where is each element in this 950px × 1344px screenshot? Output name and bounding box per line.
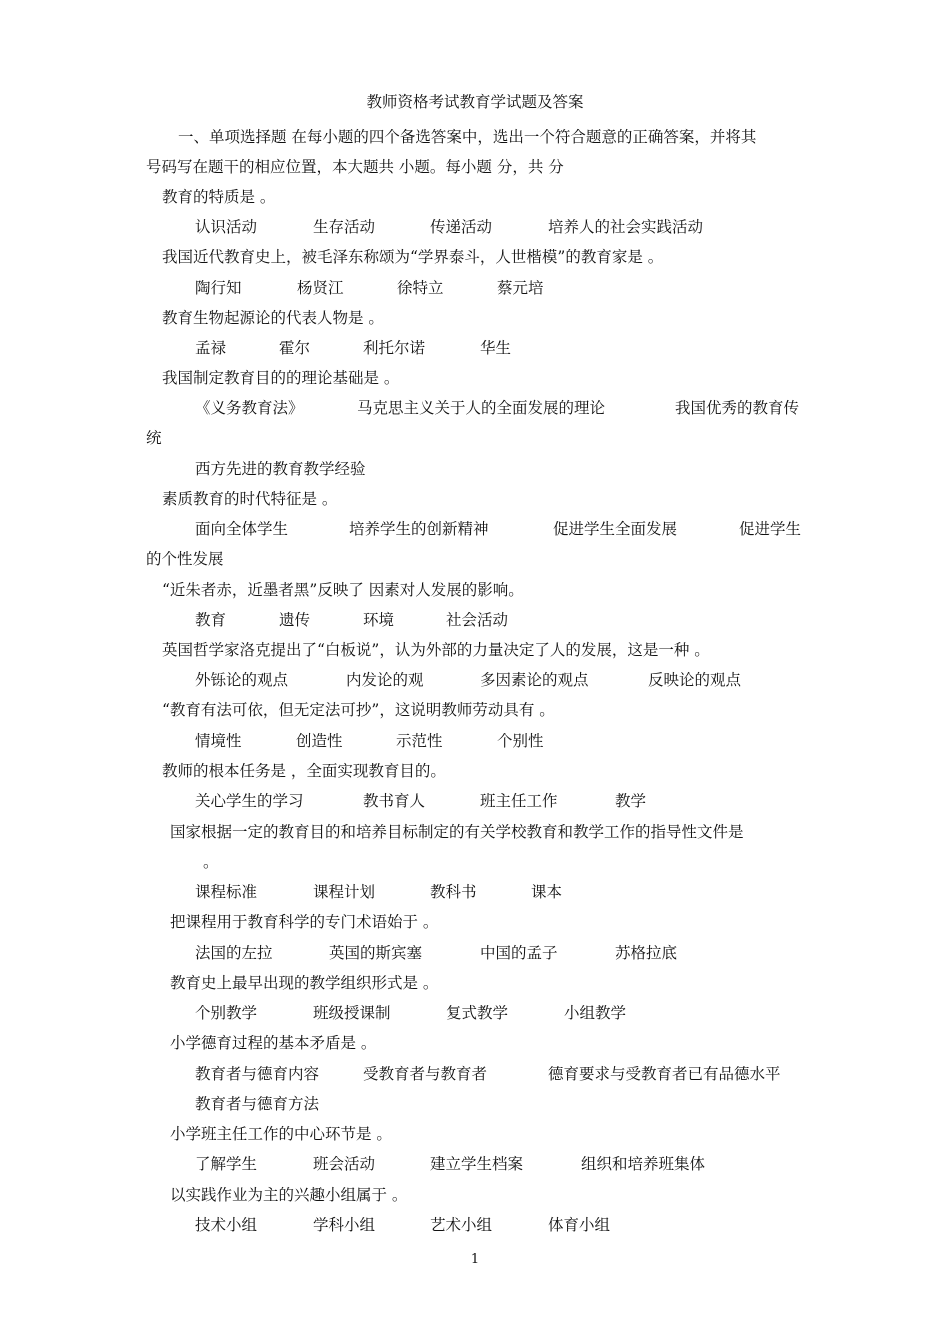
page-number: 1 [470, 1252, 480, 1267]
question-stem: “教育有法可依，但无定法可抄”，这说明教师劳动具有 。 [162, 701, 555, 719]
option-b: 班级授课制 [313, 1004, 391, 1022]
option-a: 教育者与德育内容 [195, 1065, 320, 1083]
question-stem: 小学德育过程的基本矛盾是 。 [170, 1034, 377, 1052]
option-d: 华生 [480, 339, 512, 357]
option-c: 我国优秀的教育传 [675, 399, 800, 417]
option-a: 个别教学 [195, 1004, 258, 1022]
question-stem: 把课程用于教育科学的专门术语始于 。 [170, 913, 439, 931]
option-d: 课本 [531, 883, 563, 901]
question-stem: 我国制定教育目的的理论基础是 。 [162, 369, 400, 387]
question-stem: 教育生物起源论的代表人物是 。 [162, 309, 384, 327]
option-a: 《义务教育法》 [195, 399, 304, 417]
option-b: 创造性 [296, 732, 343, 750]
question-stem: 小学班主任工作的中心环节是 。 [170, 1125, 392, 1143]
option-d: 教育者与德育方法 [195, 1095, 320, 1113]
option-d: 蔡元培 [497, 279, 544, 297]
option-d: 苏格拉底 [615, 944, 678, 962]
option-a: 面向全体学生 [195, 520, 289, 538]
section-intro-line: 号码写在题干的相应位置，本大题共 小题。每小题 分，共 分 [146, 158, 564, 176]
option-b: 教书育人 [363, 792, 426, 810]
option-a: 认识活动 [195, 218, 258, 236]
option-d: 促进学生 [739, 520, 802, 538]
option-c: 教科书 [430, 883, 477, 901]
option-d: 反映论的观点 [648, 671, 742, 689]
option-a: 法国的左拉 [195, 944, 273, 962]
question-stem: 教育史上最早出现的教学组织形式是 。 [170, 974, 439, 992]
option-d: 组织和培养班集体 [581, 1155, 706, 1173]
option-c: 艺术小组 [430, 1216, 493, 1234]
question-stem: 教育的特质是 。 [162, 188, 276, 206]
option-a: 外铄论的观点 [195, 671, 289, 689]
option-c: 复式教学 [446, 1004, 509, 1022]
option-a: 关心学生的学习 [195, 792, 304, 810]
option-continuation: 统 [146, 429, 162, 447]
option-a: 课程标准 [195, 883, 258, 901]
question-stem: 以实践作业为主的兴趣小组属于 。 [170, 1186, 408, 1204]
question-stem: 英国哲学家洛克提出了“白板说”，认为外部的力量决定了人的发展，这是一种 。 [162, 641, 710, 659]
option-d: 社会活动 [446, 611, 509, 629]
option-b: 生存活动 [313, 218, 376, 236]
option-c: 传递活动 [430, 218, 493, 236]
option-d: 培养人的社会实践活动 [548, 218, 704, 236]
option-d: 体育小组 [548, 1216, 611, 1234]
option-b: 课程计划 [313, 883, 376, 901]
option-c: 示范性 [396, 732, 443, 750]
option-a: 教育 [195, 611, 227, 629]
option-c: 环境 [363, 611, 395, 629]
option-a: 情境性 [195, 732, 242, 750]
option-c: 多因素论的观点 [480, 671, 589, 689]
question-stem: 我国近代教育史上，被毛泽东称颂为“学界泰斗，人世楷模”的教育家是 。 [162, 248, 664, 266]
option-b: 英国的斯宾塞 [329, 944, 423, 962]
question-stem-end: 。 [203, 853, 219, 871]
option-c: 徐特立 [397, 279, 444, 297]
question-stem: 教师的根本任务是 ，全面实现教育目的。 [162, 762, 446, 780]
option-a: 孟禄 [195, 339, 227, 357]
option-b: 学科小组 [313, 1216, 376, 1234]
option-continuation: 的个性发展 [146, 550, 224, 568]
option-b: 班会活动 [313, 1155, 376, 1173]
question-stem: 素质教育的时代特征是 。 [162, 490, 338, 508]
option-b: 马克思主义关于人的全面发展的理论 [357, 399, 606, 417]
option-d: 教学 [615, 792, 647, 810]
option-a: 陶行知 [195, 279, 242, 297]
option-c: 促进学生全面发展 [553, 520, 678, 538]
option-c: 德育要求与受教育者已有品德水平 [548, 1065, 781, 1083]
option-d: 个别性 [497, 732, 544, 750]
option-c: 利托尔诺 [363, 339, 426, 357]
option-b: 杨贤江 [297, 279, 344, 297]
question-stem: “近朱者赤，近墨者黑”反映了 因素对人发展的影响。 [162, 581, 524, 599]
option-c: 班主任工作 [480, 792, 558, 810]
option-b: 霍尔 [279, 339, 311, 357]
option-b: 受教育者与教育者 [363, 1065, 488, 1083]
section-intro-line: 一、单项选择题 在每小题的四个备选答案中，选出一个符合题意的正确答案，并将其 [178, 128, 757, 146]
option-b: 内发论的观 [346, 671, 424, 689]
option-b: 遗传 [279, 611, 311, 629]
option-a: 技术小组 [195, 1216, 258, 1234]
option-d: 西方先进的教育教学经验 [195, 460, 366, 478]
option-b: 培养学生的创新精神 [349, 520, 489, 538]
page-title: 教师资格考试教育学试题及答案 [366, 93, 584, 111]
option-d: 小组教学 [564, 1004, 627, 1022]
option-c: 中国的孟子 [480, 944, 558, 962]
question-stem: 国家根据一定的教育目的和培养目标制定的有关学校教育和教学工作的指导性文件是 [170, 823, 744, 841]
option-a: 了解学生 [195, 1155, 258, 1173]
option-c: 建立学生档案 [430, 1155, 524, 1173]
